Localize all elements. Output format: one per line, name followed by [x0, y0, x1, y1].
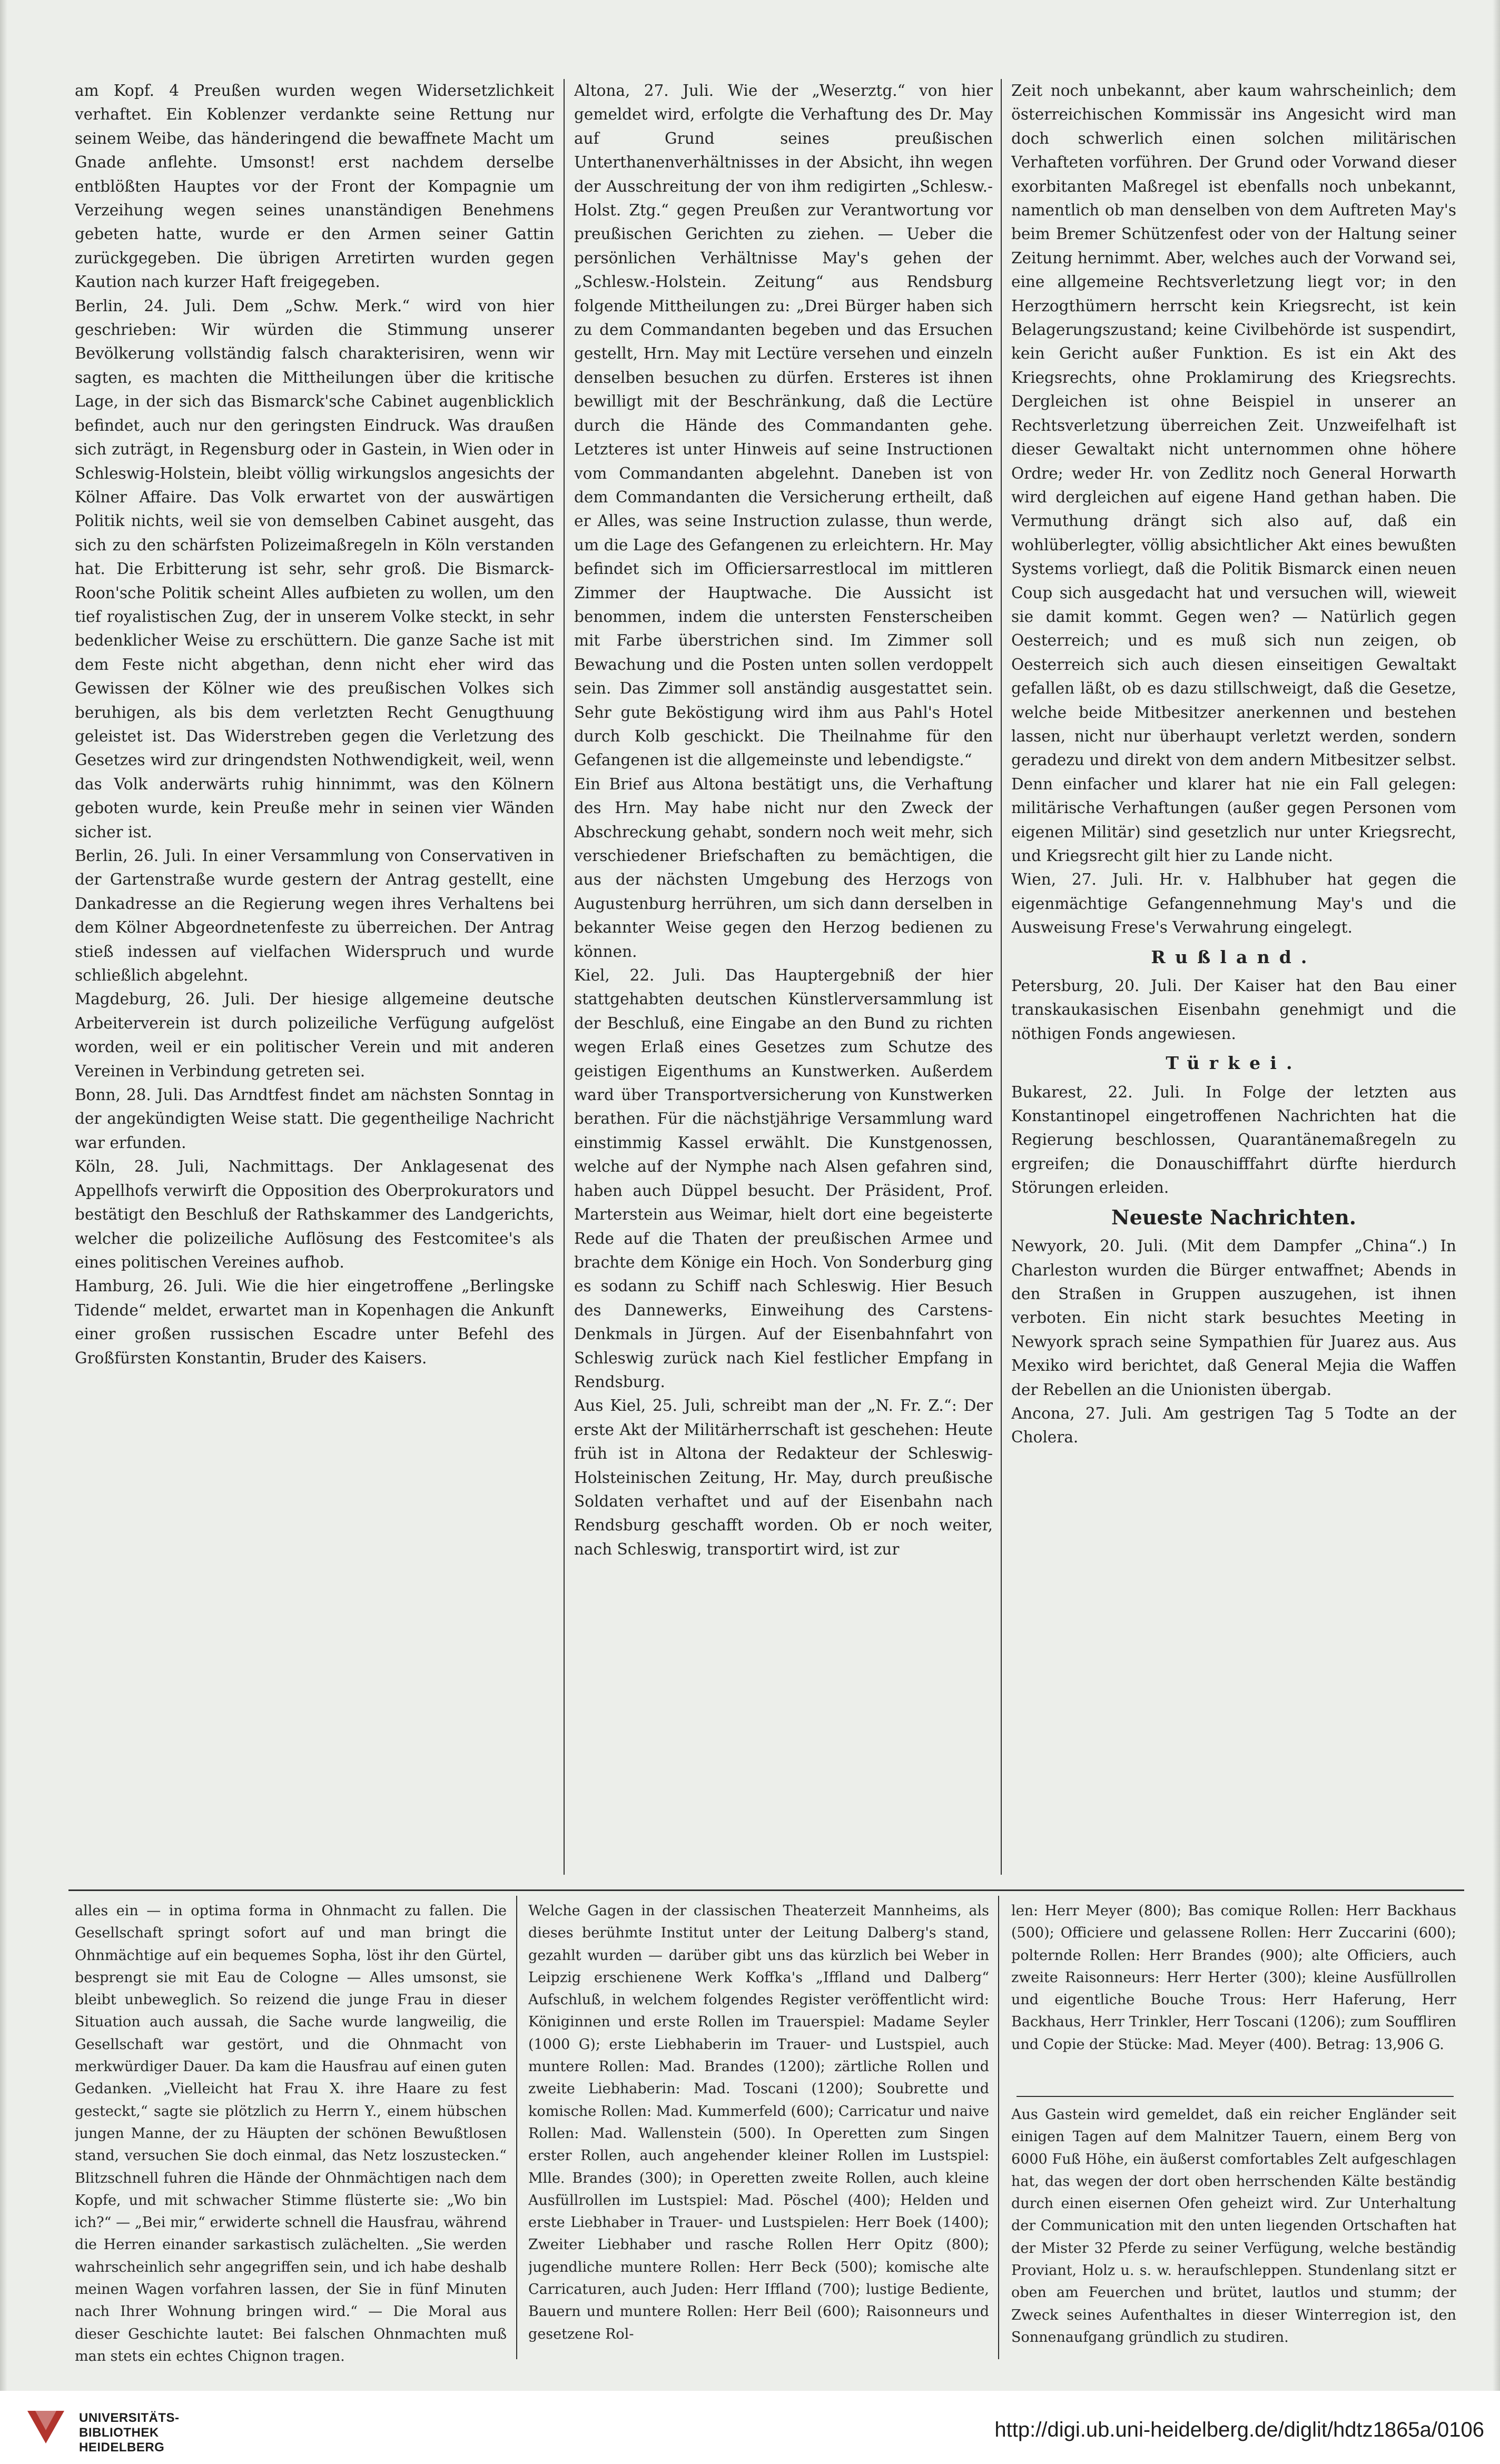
article-paragraph: Wien, 27. Juli. Hr. v. Halbhuber hat gegen die eigenmächtige Gefangennehmung May's und die Ausweisung Frese's Verwahrung eingelegt. [1011, 870, 1456, 937]
column-rule [1001, 79, 1002, 1875]
article-paragraph: Newyork, 20. Juli. (Mit dem Dampfer „China“.) In Charleston wurden die Bürger entwaffnet; Abends in den Straßen in Gruppen auszugehen, ist ihnen verboten. Ein nicht stark besuchtes Meeting in Newyork sprach seine Sympathien für Juarez aus. Aus Mexiko wird berichtet, daß General Mejia die Waffen der Rebellen an die Unionisten übergab. [1011, 1237, 1456, 1399]
section-heading: Türkei. [1166, 1053, 1302, 1074]
university-library-logo-icon [22, 2407, 70, 2449]
article-column-2 [574, 79, 993, 1880]
article-column-1 [75, 79, 554, 1880]
article-column-3 [1011, 79, 1456, 1880]
article-paragraph: Altona, 27. Juli. Wie der „Weserztg.“ von hier gemeldet wird, erfolgte die Verhaftung des Dr. May auf Grund seines preußischen Unterthanenverhältnisses in der Absicht, ihn wegen der Ausschreitung der von ihm redigirten „Schlesw.-Holst. Ztg.“ gegen Preußen zur Verantwortung vor preußischen Gerichten zu ziehen. — Ueber die persönlichen Verhältnisse May's gehen der „Schlesw.-Holstein. Zeitung“ aus Rendsburg folgende Mittheilungen zu: „Drei Bürger haben sich zu dem Commandanten begeben und das Ersuchen gestellt, Hrn. May mit Lectüre versehen und einzeln denselben besuchen zu dürfen. Ersteres ist ihnen bewilligt mit der Beschränkung, daß die Lectüre durch die Hände des Commandanten gehe. Letzteres ist unter Hinweis auf seine Instructionen vom Commandanten abgelehnt. Daneben ist von dem Commandanten die Versicherung ertheilt, daß er Alles, was seine Instruction zulasse, thun werde, um die Lage des Gefangenen zu erleichtern. Hr. May befindet sich im Officiersarrestlocal im mittleren Zimmer der Hauptwache. Die Aussicht ist benommen, indem die untersten Fensterscheiben mit Farbe überstrichen sind. Im Zimmer soll Bewachung und die Posten unten sollen verdoppelt sein. Das Zimmer soll anständig ausgestattet sein. Sehr gute Beköstigung wird ihm aus Pahl's Hotel durch Kolb geschickt. Die Theilnahme für den Gefangenen ist die allgemeinste und lebendigste.“ [574, 82, 993, 769]
article-paragraph: Ein Brief aus Altona bestätigt uns, die Verhaftung des Hrn. May habe nicht nur den Zweck der Abschreckung gehabt, sondern noch weit mehr, sich verschiedener Briefschaften zu bemächtigen, die aus der nächsten Umgebung des Herzogs von Augustenburg herrühren, um sich dann derselben in bekannter Weise gegen den Herzog bedienen zu können. [574, 775, 993, 961]
article-paragraph: Bonn, 28. Juli. Das Arndtfest findet am nächsten Sonntag in der angekündigten Weise statt. Die gegentheilige Nachricht war erfunden. [75, 1086, 554, 1152]
logo-line: UNIVERSITÄTS- [79, 2411, 180, 2425]
feuilleton-column-1 [75, 1900, 507, 2363]
article-paragraph: Berlin, 24. Juli. Dem „Schw. Merk.“ wird von hier geschrieben: Wir würden die Stimmung unserer Bevölkerung vollständig falsch charakterisiren, wenn wir sagten, es machten die Mittheilungen über die kritische Lage, in der sich das Bismarck'sche Cabinet augenblicklich befindet, auch nur den geringsten Eindruck. Was draußen sich zuträgt, in Regensburg oder in Gastein, in Wien oder in Schleswig-Holstein, bleibt völlig wirkungslos angesichts der Kölner Affaire. Das Volk erwartet von der auswärtigen Politik nichts, weil sie von demselben Cabinet ausgeht, das sich zu den schärfsten Polizeimaßregeln in Köln verstanden hat. Die Erbitterung ist sehr, sehr groß. Die Bismarck-Roon'sche Politik scheint Alles aufbieten zu wollen, um den tief royalistischen Zug, der in unserem Volke steckt, in sehr bedenklicher Weise zu erschüttern. Die ganze Sache ist mit dem Feste nicht abgethan, denn nicht eher wird das Gewissen der Kölner wie des preußischen Volkes sich beruhigen, als bis dem verletzten Recht Genugthuung geleistet ist. Das Widerstreben gegen die Verletzung des Gesetzes wird zur dringendsten Nothwendigkeit, weil, wenn das Volk anderwärts ruhig hinnimmt, was den Kölnern geboten wurde, kein Preuße mehr in seinen vier Wänden sicher ist. [75, 296, 554, 841]
feuilleton-column-3b [1011, 2104, 1456, 2367]
logo-line: BIBLIOTHEK [79, 2426, 159, 2440]
column-rule [998, 1896, 999, 2359]
article-paragraph: Magdeburg, 26. Juli. Der hiesige allgemeine deutsche Arbeiterverein ist durch polizeiliche Verfügung aufgelöst worden, weil er ein politischer Verein und mit anderen Vereinen in Verbindung getreten sei. [75, 990, 554, 1080]
logo-line: HEIDELBERG [79, 2440, 165, 2455]
article-paragraph: Aus Kiel, 25. Juli, schreibt man der „N. Fr. Z.“: Der erste Akt der Militärherrschaft ist geschehen: Heute früh ist in Altona der Redakteur der Schleswig-Holsteinischen Zeitung, Hr. May, durch preußische Soldaten verhaftet und auf der Eisenbahn nach Rendsburg geschafft worden. Ob er noch weiter, nach Schleswig, transportirt wird, ist zur [574, 1397, 993, 1558]
article-paragraph: Hamburg, 26. Juli. Wie die hier eingetroffene „Berlingske Tidende“ meldet, erwartet man in Kopenhagen die Ankunft einer großen russischen Escadre unter Befehl des Großfürsten Konstantin, Bruder des Kaisers. [75, 1277, 554, 1367]
feuilleton-separator [1017, 2096, 1454, 2097]
column-rule [516, 1896, 517, 2359]
page-edge-shadow [0, 0, 7, 2391]
article-paragraph: Kiel, 22. Juli. Das Hauptergebniß der hier stattgehabten deutschen Künstlerversammlung ist der Beschluß, eine Eingabe an den Bund zu richten wegen Erlaß eines Gesetzes zum Schutze des geistigen Eigenthums an Kunstwerken. Außerdem ward über Transportversicherung von Kunstwerken berathen. Für die nächstjährige Versammlung ward einstimmig Kassel erwählt. Die Kunstgenossen, welche auf der Nymphe nach Alsen gefahren sind, haben auch Düppel besucht. Der Präsident, Prof. Marterstein aus Weimar, hielt dort eine begeisterte Rede auf die Thaten der preußischen Armee und brachte dem Könige ein Hoch. Von Sonderburg ging es sodann zu Schiff nach Schleswig. Hier Besuch des Dannewerks, Einweihung des Carstens-Denkmals in Jürgen. Auf der Eisenbahnfahrt von Schleswig zurück nach Kiel festlicher Empfang in Rendsburg. [574, 966, 993, 1391]
page-edge-shadow [1493, 0, 1500, 2391]
article-paragraph: am Kopf. 4 Preußen wurden wegen Widersetzlichkeit verhaftet. Ein Koblenzer verdankte seine Rettung nur seinem Weibe, das händeringend die bewaffnete Macht um Gnade anflehte. Umsonst! erst nachdem derselbe entblößten Hauptes vor der Front der Kompagnie um Verzeihung wegen seines unanständigen Benehmens gebeten hatte, wurde er den Armen seiner Gattin zurückgegeben. Die übrigen Arretirten wurden gegen Kaution nach kurzer Haft freigegeben. [75, 82, 554, 291]
feuilleton-paragraph: Aus Gastein wird gemeldet, daß ein reicher Engländer seit einigen Tagen auf dem Malnitzer Tauern, einem Berg von 6000 Fuß Höhe, ein äußerst comfortables Zelt aufgeschlagen hat, das wegen der dort oben herrschenden Kälte beständig durch einen eisernen Ofen geheizt wird. Zur Unterhaltung der Communication mit den unten liegenden Ortschaften hat der Mister 32 Pferde zu seiner Verfügung, welche beständig Proviant, Holz u. s. w. heraufschleppen. Stundenlang sitzt er oben am Feuerchen und brütet, lautlos und stumm; der Zweck seines Aufenthaltes in dieser Winterregion ist, den Sonnenaufgang gründlich zu studiren. [1011, 2106, 1456, 2346]
feuilleton-divider [68, 1889, 1464, 1891]
article-paragraph: Köln, 28. Juli, Nachmittags. Der Anklagesenat des Appellhofs verwirft die Opposition des Oberprokurators und bestätigt den Beschluß der Rathskammer des Landgerichts, welcher die polizeiliche Auflösung des Festcomitee's als eines politischen Vereines aufhob. [75, 1157, 554, 1271]
feuilleton-paragraph: alles ein — in optima forma in Ohnmacht zu fallen. Die Gesellschaft springt sofort auf und man bringt die Ohnmächtige auf ein bequemes Sopha, löst ihr den Gürtel, besprengt sie mit Eau de Cologne — Alles umsonst, sie bleibt unbeweglich. So reizend die junge Frau in dieser Situation auch aussah, die Sache wurde langweilig, die Gesellschaft war gestört, und die Ohnmacht von merkwürdiger Dauer. Da kam die Hausfrau auf einen guten Gedanken. „Vielleicht hat Frau X. ihre Haare zu fest gesteckt,“ sagte sie plötzlich zu Herrn Y., einem hübschen jungen Manne, der zu Häupten der schönen Bewußtlosen stand, versuchen Sie doch einmal, das Netz loszustecken.“ Blitzschnell fuhren die Hände der Ohnmächtigen nach dem Kopfe, und mit schwacher Stimme flüsterte sie: „Wo bin ich?“ — „Bei mir,“ erwiderte schnell die Hausfrau, während die Herren einander sarkastisch zulächelten. „Sie werden wahrscheinlich sehr angegriffen sein, und ich habe deshalb meinen Wagen vorfahren lassen, der Sie in fünf Minuten nach Ihrer Wohnung bringen wird.“ — Die Moral aus dieser Geschichte lautet: Bei falschen Ohnmachten muß man stets ein echtes Chignon tragen. [75, 1903, 507, 2363]
article-paragraph: Ancona, 27. Juli. Am gestrigen Tag 5 Todte an der Cholera. [1011, 1404, 1456, 1447]
feuilleton-column-2 [528, 1900, 989, 2363]
article-paragraph: Petersburg, 20. Juli. Der Kaiser hat den Bau einer transkaukasischen Eisenbahn genehmigt und die nöthigen Fonds angewiesen. [1011, 977, 1456, 1043]
footer-bar [0, 2391, 1500, 2464]
article-paragraph: Zeit noch unbekannt, aber kaum wahrscheinlich; dem österreichischen Kommissär ins Angesicht wird man doch schwerlich einen solchen militärischen Verhafteten vorführen. Der Grund oder Vorwand dieser exorbitanten Maßregel ist ebenfalls noch unbekannt, namentlich ob man denselben von dem Auftreten May's beim Bremer Schützenfest oder von der Haltung seiner Zeitung hernimmt. Aber, welches auch der Vorwand sei, eine allgemeine Rechtsverletzung liegt vor; in den Herzogthümern herrscht kein Kriegsrecht, ist kein Belagerungszustand; keine Civilbehörde ist suspendirt, kein Gericht außer Funktion. Es ist ein Akt des Kriegsrechts, ohne Proklamirung des Kriegsrechts. Dergleichen ist ohne Beispiel in unserer an Rechtsverletzung überreichen Zeit. Unzweifelhaft ist dieser Gewaltakt nicht unternommen ohne höhere Ordre; weder Hr. von Zedlitz noch General Horwarth wird dergleichen auf eigene Hand gethan haben. Die Vermuthung drängt sich also auf, daß ein wohlüberlegter, völlig absichtlicher Akt eines bewußten Systems vorliegt, daß die Politik Bismarck einen neuen Coup sich ausgedacht hat und versuchen will, wieweit sie damit kommt. Gegen wen? — Natürlich gegen Oesterreich; und es muß sich nun zeigen, ob Oesterreich sich auch diesen einseitigen Gewaltakt gefallen läßt, ob es dazu stillschweigt, daß die Gesetze, welche beide Mitbesitzer anerkennen und bestehen lassen, nicht nur überhaupt verletzt werden, sondern geradezu und direkt von dem andern Mitbesitzer selbst. Denn einfacher und klarer hat nie ein Fall gelegen: militärische Verhaftungen (außer gegen Personen vom eigenen Militär) sind gesetzlich nur unter Kriegsrecht, und Kriegsrecht gilt hier zu Lande nicht. [1011, 82, 1456, 865]
section-heading: Rußland. [1151, 946, 1317, 967]
feuilleton-paragraph: Welche Gagen in der classischen Theaterzeit Mannheims, als dieses berühmte Institut unter der Leitung Dalberg's stand, gezahlt wurden — darüber gibt uns das kürzlich bei Weber in Leipzig erschienene Werk Koffka's „Iffland und Dalberg“ Aufschluß, in welchem folgendes Register veröffentlicht wird: Königinnen und erste Rollen im Trauerspiel: Madame Seyler (1000 G); erste Liebhaberin im Trauer- und Lustspiel, auch muntere Rollen: Mad. Brandes (1200); zärtliche Rollen und zweite Liebhaberin: Mad. Toscani (1200); Soubrette und komische Rollen: Mad. Kummerfeld (600); Carricatur und naive Rollen: Mad. Wallenstein (500). In Operetten zum Singen erster Rollen, auch angehender kleiner Rollen im Lustspiel: Mlle. Brandes (300); in Operetten zweite Rollen, auch kleine Ausfüllrollen im Lustspiel: Mad. Pöschel (400); Helden und erste Liebhaber in Trauer- und Lustspielen: Herr Boek (1400); Zweiter Liebhaber und rasche Rollen Herr Opitz (800); jugendliche muntere Rollen: Herr Beck (500); komische alte Carricaturen, auch Juden: Herr Iffland (700); lustige Bediente, Bauern und muntere Rollen: Herr Beil (600); Raisonneurs und gesetzene Rol- [528, 1903, 989, 2342]
article-paragraph: Bukarest, 22. Juli. In Folge der letzten aus Konstantinopel eingetroffenen Nachrichten hat die Regierung beschlossen, Quarantänemaßregeln zu ergreifen; die Donauschifffahrt dürfte hierdurch Störungen erleiden. [1011, 1083, 1456, 1197]
column-rule [564, 79, 565, 1875]
source-url[interactable]: http://digi.ub.uni-heidelberg.de/diglit/hdtz1865a/0106 [994, 2418, 1484, 2441]
feuilleton-paragraph: len: Herr Meyer (800); Bas comique Rollen: Herr Backhaus (500); Officiere und gelassene Rollen: Herr Zuccarini (600); polternde Rollen: Herr Brandes (900); alte Officiers, auch zweite Raisonneurs: Herr Herter (300); kleine Ausfüllrollen und eigentliche Bouche Trous: Herr Haferung, Herr Backhaus, Herr Trinkler, Herr Toscani (1206); zum Souffliren und Copie der Stücke: Mad. Meyer (400). Betrag: 13,906 G. [1011, 1903, 1456, 2053]
library-logo-text [79, 2411, 180, 2455]
feuilleton-column-3a [1011, 1900, 1456, 2090]
article-paragraph: Berlin, 26. Juli. In einer Versammlung von Conservativen in der Gartenstraße wurde gestern der Antrag gestellt, eine Dankadresse an die Regierung wegen ihres Verhaltens bei dem Kölner Abgeordnetenfeste zu überreichen. Der Antrag stieß indessen auf vielfachen Widerspruch und wurde schließlich abgelehnt. [75, 847, 554, 985]
section-heading: Neueste Nachrichten. [1111, 1205, 1356, 1229]
